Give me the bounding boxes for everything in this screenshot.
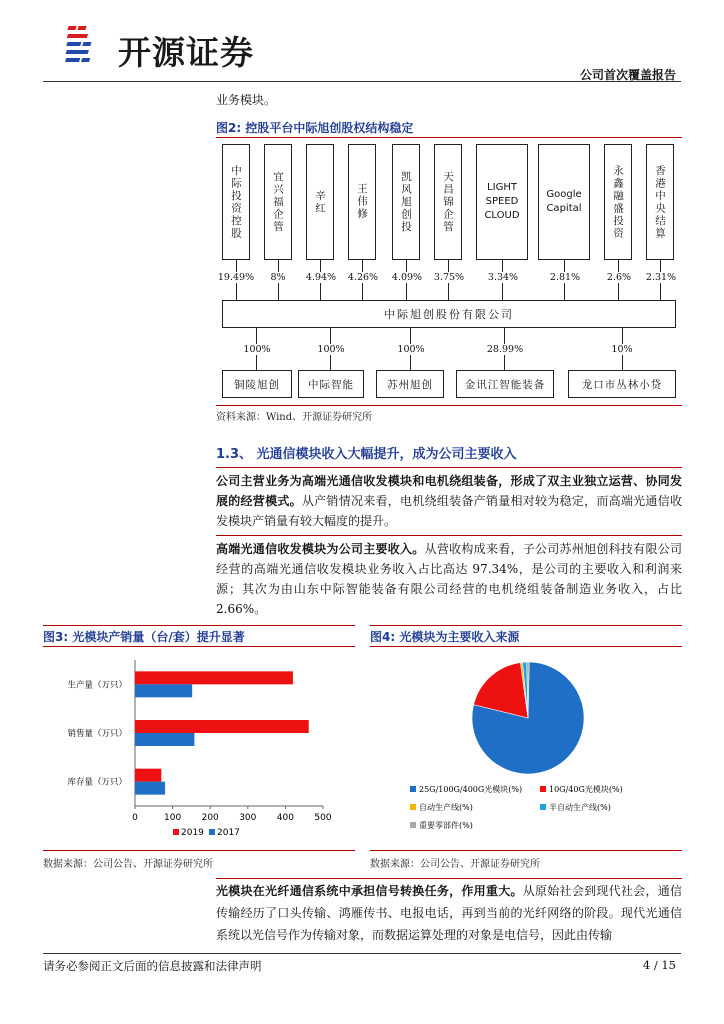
sub-pct: 28.99%: [484, 344, 526, 355]
category-label: 生产量（万只）: [67, 680, 127, 691]
equity-structure-diagram: [216, 138, 682, 403]
fig3-title: 图3: 光模块产销量（台/套）提升显著: [43, 630, 245, 644]
shareholder-box: 香港中央结算: [646, 144, 674, 260]
share-pct: 3.34%: [487, 272, 519, 283]
legend-swatch: [173, 829, 179, 835]
fig3-rule-top: [43, 625, 355, 626]
bar-2017: [135, 733, 194, 746]
legend-label: 10G/40G光模块(%): [549, 785, 623, 794]
legend-label: 2017: [217, 828, 240, 838]
fig4-rule-bottom: [370, 850, 682, 851]
shareholder-box: 辛红: [306, 144, 334, 260]
share-pct: 2.81%: [549, 272, 581, 283]
sub-pct: 10%: [608, 344, 636, 355]
share-pct: 2.6%: [606, 272, 632, 283]
shareholder-box: 宜兴福企管: [264, 144, 292, 260]
fig4-title: 图4: 光模块为主要收入来源: [370, 630, 520, 644]
legend-swatch: [540, 804, 546, 810]
paragraph-1-lead: 公司主营业务为高端光通信收发模块和电机绕组装备，形成了双主业独立运营、协同发展的经营模式。: [216, 474, 682, 508]
legend-label: 25G/100G/400G光模块(%): [419, 785, 523, 794]
legend-swatch: [410, 786, 416, 792]
category-label: 销售量（万只）: [67, 729, 127, 739]
sub-pct: 100%: [394, 344, 428, 355]
bar-2019: [135, 671, 293, 684]
legend-swatch: [410, 822, 416, 828]
header-divider: [43, 81, 681, 82]
footer-disclaimer: 请务必参阅正文后面的信息披露和法律声明: [43, 959, 262, 973]
subsidiary-box: 中际智能: [298, 370, 364, 398]
paragraph-2: [216, 539, 682, 619]
intro-text: 业务模块。: [216, 93, 277, 107]
subsidiary-box: 铜陵旭创: [222, 370, 292, 398]
shareholder-box: 永鑫融盛投资: [604, 144, 632, 260]
section-title: 1.3、 光通信模块收入大幅提升，成为公司主要收入: [216, 447, 517, 462]
fig3-source: 数据来源：公司公告、开源证券研究所: [43, 859, 213, 870]
report-type: 公司首次覆盖报告: [579, 68, 676, 82]
shareholder-box: 中际投资控股: [222, 144, 250, 260]
fig2-source: 资料来源：Wind、开源证券研究所: [216, 412, 373, 423]
shareholder-box: Google Capital: [538, 144, 590, 260]
share-pct: 2.31%: [645, 272, 677, 283]
sub-pct: 100%: [314, 344, 348, 355]
legend-label: 半自动生产线(%): [549, 803, 611, 812]
paragraph-2-body: 从营收构成来看，子公司苏州旭创科技有限公司经营的高端光通信收发模块业务收入占比高达 97.34%，是公司的主要收入和利润来源；其次为由山东中际智能装备有限公司经营的电机绕组装备制造业务收入，占比 2.66%。: [216, 542, 682, 616]
shareholder-box: 凯风旭创投: [392, 144, 420, 260]
paragraph-1: [216, 471, 682, 531]
share-pct: 3.75%: [433, 272, 465, 283]
legend-swatch: [540, 786, 546, 792]
category-label: 库存量（万只）: [67, 777, 127, 788]
legend-label: 自动生产线(%): [419, 803, 473, 812]
bar-2019: [135, 720, 309, 733]
bar-chart: [43, 650, 355, 846]
subsidiary-box: 金讯江智能装备: [456, 370, 554, 398]
share-pct: 4.94%: [305, 272, 337, 283]
paragraph-2-lead: 高端光通信收发模块为公司主要收入。: [216, 542, 425, 556]
bar-2017: [135, 782, 165, 795]
brand-name: 开源证券: [118, 33, 254, 72]
pie-chart: [370, 650, 682, 846]
shareholder-box: 王伟修: [348, 144, 376, 260]
share-pct: 19.49%: [217, 272, 255, 283]
x-tick-label: 200: [201, 813, 219, 823]
share-pct: 4.09%: [391, 272, 423, 283]
page-number: 4 / 15: [642, 958, 676, 972]
subsidiary-box: 龙口市丛林小贷: [568, 370, 676, 398]
legend-label: 2019: [181, 828, 204, 838]
paragraph-3-lead: 光模块在光纤通信系统中承担信号转换任务，作用重大。: [216, 884, 523, 898]
bar-2019: [135, 769, 161, 782]
para-rule: [216, 467, 682, 468]
paragraph-3: [216, 880, 682, 946]
fig4-rule-mid: [370, 646, 682, 647]
fig4-rule-top: [370, 625, 682, 626]
para-rule: [216, 878, 682, 879]
paragraph-3-body: 从原始社会到现代社会，通信传输经历了口头传输、鸿雁传书、电报电话，再到当前的光纤网络的阶段。现代光通信系统以光信号作为传输对象，而数据运算处理的对象是电信号，因此由传输: [216, 884, 682, 942]
x-tick-label: 500: [314, 813, 332, 823]
fig2-title: 图2: 控股平台中际旭创股权结构稳定: [216, 121, 414, 135]
sub-pct: 100%: [240, 344, 274, 355]
fig3-rule-mid: [43, 646, 355, 647]
fig3-rule-bottom: [43, 850, 355, 851]
x-tick-label: 300: [239, 813, 257, 823]
fig4-source: 数据来源：公司公告、开源证券研究所: [370, 859, 540, 870]
footer-divider: [43, 953, 681, 954]
bar-2017: [135, 684, 192, 697]
share-pct: 4.26%: [347, 272, 379, 283]
x-tick-label: 100: [164, 813, 182, 823]
company-box: 中际旭创股份有限公司: [222, 300, 676, 328]
legend-swatch: [410, 804, 416, 810]
paragraph-1-body: 从产销情况来看，电机绕组装备产销量相对较为稳定，而高端光通信收发模块产销量有较大幅度的提升。: [216, 494, 682, 528]
subsidiary-box: 苏州旭创: [376, 370, 444, 398]
fig2-rule-bottom: [216, 405, 682, 406]
legend-label: 重要零部件(%): [419, 821, 473, 830]
x-tick-label: 400: [276, 813, 294, 823]
x-tick-label: 0: [132, 813, 138, 823]
para-rule: [216, 535, 682, 536]
share-pct: 8%: [266, 272, 290, 283]
shareholder-box: 天昌锦企管: [434, 144, 462, 260]
shareholder-box: LIGHT SPEED CLOUD: [476, 144, 528, 260]
legend-swatch: [209, 829, 215, 835]
